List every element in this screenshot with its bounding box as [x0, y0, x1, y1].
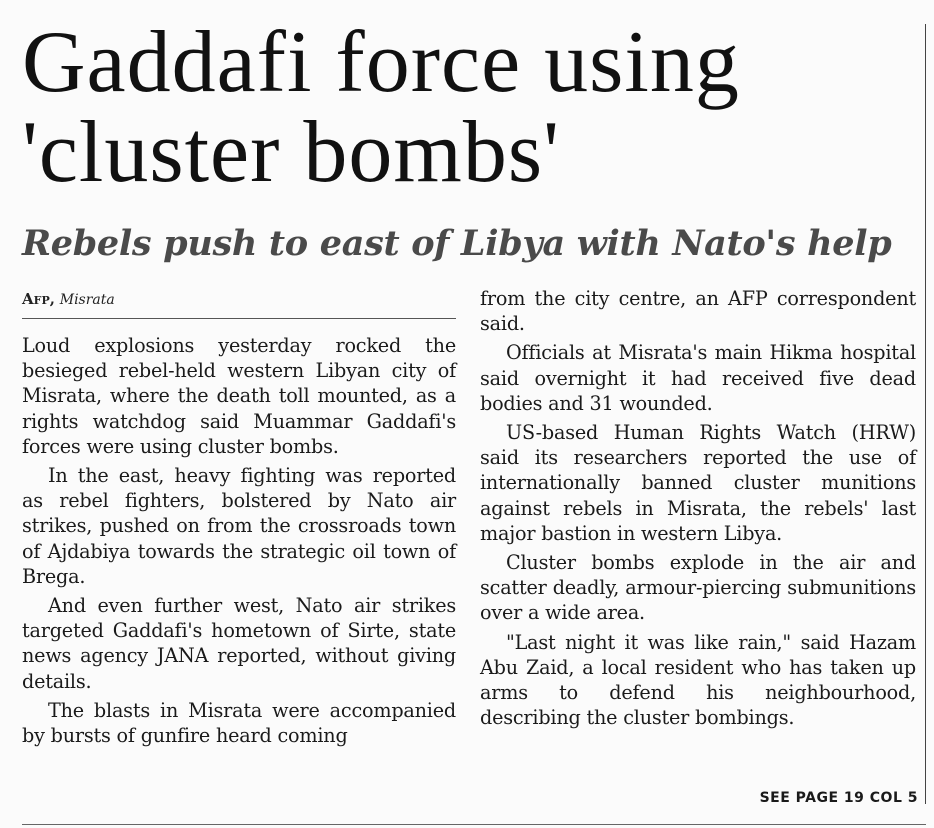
- article-column-1: [22, 333, 456, 752]
- bottom-rule: [22, 824, 926, 825]
- paragraph: from the city centre, an AFP correspondent said.: [480, 287, 916, 336]
- headline-line-1: Gaddafi force using: [22, 14, 740, 111]
- article-column-2: [480, 286, 916, 734]
- paragraph: Cluster bombs explode in the air and scatter deadly, armour-piercing submunitions over a wide area.: [480, 551, 916, 625]
- byline-rule: [22, 318, 456, 319]
- byline: [22, 290, 115, 308]
- byline-agency: Afp,: [22, 290, 55, 308]
- paragraph: "Last night it was like rain," said Hazam Abu Zaid, a local resident who has taken up arms to defend his neighbourhood, describing the cluster bombings.: [480, 630, 916, 730]
- subheadline: Rebels push to east of Libya with Nato's help: [22, 223, 892, 264]
- paragraph: US-based Human Rights Watch (HRW) said its researchers reported the use of internationally banned cluster munitions against rebels in Misrata, the rebels' last major bastion in western Libya.: [480, 421, 916, 545]
- jump-line: SEE PAGE 19 COL 5: [759, 790, 918, 806]
- byline-place: Misrata: [59, 292, 115, 308]
- paragraph: And even further west, Nato air strikes targeted Gaddafi's hometown of Sirte, state news agency JANA reported, without giving details.: [22, 594, 456, 693]
- paragraph: The blasts in Misrata were accompanied by bursts of gunfire heard coming: [22, 698, 456, 748]
- paragraph: Officials at Misrata's main Hikma hospital said overnight it had received five dead bodies and 31 wounded.: [480, 341, 916, 415]
- column-rule-right: [925, 24, 926, 804]
- paragraph: Loud explosions yesterday rocked the besieged rebel-held western Libyan city of Misrata, where the death toll mounted, as a rights watchdog said Muammar Gaddafi's forces were using cluster bombs.: [22, 334, 456, 458]
- headline: [22, 14, 922, 201]
- paragraph: In the east, heavy fighting was reported as rebel fighters, bolstered by Nato air strikes, pushed on from the crossroads town of Ajdabiya towards the strategic oil town of Brega.: [22, 464, 456, 588]
- headline-line-2: 'cluster bombs': [22, 104, 560, 201]
